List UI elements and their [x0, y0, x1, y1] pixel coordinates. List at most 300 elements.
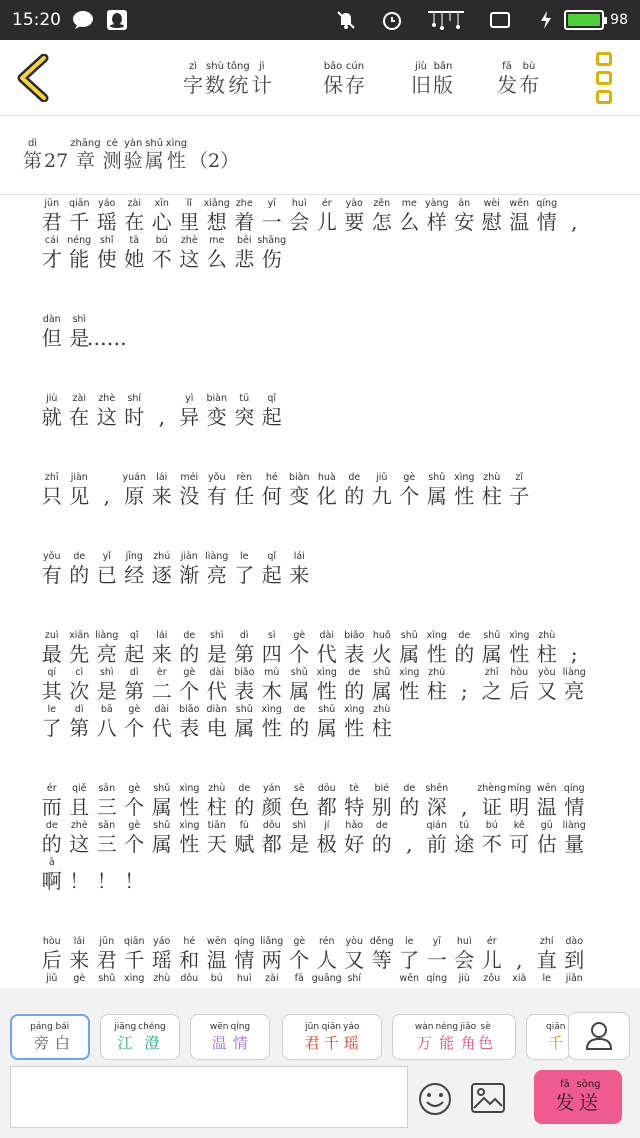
ruby-char	[66, 235, 94, 272]
ruby-char	[396, 783, 424, 820]
ruby-char	[121, 393, 149, 430]
ruby-char	[258, 667, 286, 704]
pinyin: zuì	[44, 630, 59, 641]
ruby-char	[561, 630, 589, 667]
pinyin: shǔ	[153, 820, 171, 831]
hanzi: 不	[481, 832, 502, 856]
hanzi: 瑶	[151, 948, 172, 972]
hanzi: 后	[41, 948, 62, 972]
hanzi: 表	[344, 642, 365, 666]
hanzi: 瑶	[343, 1033, 359, 1052]
message-input[interactable]	[10, 1066, 408, 1128]
hanzi: 样	[426, 210, 447, 234]
pinyin: èr	[156, 667, 167, 678]
pinyin: jiǔ	[46, 973, 58, 984]
paragraph[interactable]	[38, 783, 608, 894]
ruby-char	[44, 138, 68, 172]
chapter-title[interactable]	[22, 138, 240, 172]
hanzi: 会	[289, 210, 310, 234]
pinyin: zài	[72, 393, 86, 404]
hanzi: 八	[96, 716, 117, 740]
ruby-char	[38, 820, 66, 857]
ruby-char	[286, 667, 314, 704]
pinyin: biàn	[206, 393, 227, 404]
pinyin: zhī	[44, 472, 59, 483]
ruby-char	[561, 783, 589, 820]
pinyin: shǔ	[98, 973, 116, 984]
hanzi: 属	[151, 832, 172, 856]
pinyin: zhù	[538, 630, 556, 641]
hanzi: 木	[261, 679, 282, 703]
ruby-char	[533, 667, 561, 704]
hanzi: 起	[261, 563, 282, 587]
ruby-char	[66, 667, 94, 704]
role-jiangcheng-button[interactable]	[100, 1014, 180, 1060]
pinyin: míng	[507, 783, 532, 794]
pinyin: wàn	[414, 1021, 434, 1032]
hanzi: 原	[124, 484, 145, 508]
hanzi: 渐	[179, 563, 200, 587]
hanzi: 是	[96, 679, 117, 703]
ruby-char	[93, 936, 121, 973]
pinyin: cái	[44, 235, 59, 246]
pinyin: gū	[540, 820, 553, 831]
pinyin: zǐ	[515, 472, 524, 483]
ruby-char	[451, 198, 479, 235]
ruby-char	[55, 1022, 70, 1053]
ruby-char	[368, 667, 396, 704]
hanzi: 千	[69, 210, 90, 234]
add-role-button[interactable]	[568, 1012, 630, 1060]
pinyin: xìng	[399, 667, 420, 678]
role-wenqing-button[interactable]	[190, 1014, 270, 1060]
hanzi: 都	[261, 832, 282, 856]
hanzi: 其	[41, 679, 62, 703]
pinyin: zhè	[180, 235, 198, 246]
pinyin: yī	[432, 936, 441, 947]
hanzi: 逐	[151, 563, 172, 587]
role-partial-button[interactable]	[526, 1014, 570, 1060]
paragraph[interactable]	[38, 472, 608, 509]
pinyin: zì	[188, 61, 198, 72]
hanzi: 白	[54, 1033, 70, 1052]
pinyin: yì	[185, 393, 194, 404]
ruby-char	[148, 551, 176, 588]
pinyin: bù	[522, 61, 536, 72]
hanzi: 万	[416, 1033, 432, 1052]
pinyin: xìng	[344, 704, 365, 715]
ruby-char	[66, 704, 94, 741]
back-button[interactable]	[14, 54, 54, 102]
hanzi: 亮	[564, 679, 585, 703]
pinyin: de	[458, 630, 471, 641]
ruby-char	[93, 235, 121, 272]
hanzi: 三	[96, 832, 117, 856]
hanzi: 三	[96, 795, 117, 819]
hanzi: 性	[454, 484, 475, 508]
ruby-char	[176, 235, 204, 272]
hanzi: 属	[144, 150, 164, 172]
ruby-char	[176, 783, 204, 820]
ruby-char	[561, 936, 589, 973]
hanzi: 天	[206, 832, 227, 856]
ruby-char	[519, 61, 539, 97]
pinyin: wēn	[399, 973, 420, 984]
pinyin: ér	[46, 783, 57, 794]
paragraph[interactable]	[38, 198, 608, 272]
ruby-char	[305, 1022, 320, 1053]
ruby-char	[341, 936, 369, 973]
hanzi: 旧	[411, 73, 431, 97]
ruby-char	[121, 198, 149, 235]
pinyin: huǒ	[372, 630, 391, 641]
menu-dot-icon	[596, 90, 612, 104]
hanzi: 都	[316, 795, 337, 819]
ruby-char	[148, 472, 176, 509]
publish-button[interactable]	[496, 54, 540, 97]
more-menu-button[interactable]	[596, 52, 614, 104]
pinyin: tū	[239, 393, 250, 404]
hanzi: 估	[536, 832, 557, 856]
pinyin: huà	[317, 472, 336, 483]
hanzi: 柱	[371, 716, 392, 740]
story-content[interactable]	[38, 198, 608, 986]
ruby-char	[121, 936, 149, 973]
hanzi: 何	[261, 484, 282, 508]
hanzi	[152, 985, 172, 986]
ruby-char	[533, 820, 561, 857]
status-bar	[0, 0, 640, 40]
pinyin: zhè	[98, 393, 116, 404]
save-button[interactable]	[322, 54, 366, 97]
hanzi	[427, 985, 447, 986]
pinyin: shì	[292, 820, 307, 831]
text-line	[38, 820, 608, 857]
ruby-char	[121, 857, 149, 894]
ruby-char	[258, 551, 286, 588]
hanzi: 性	[509, 642, 530, 666]
ruby-char	[506, 198, 534, 235]
hanzi: 深	[426, 795, 447, 819]
hanzi: 在	[69, 405, 90, 429]
chevron-left-icon	[14, 54, 54, 102]
ruby-char	[396, 630, 424, 667]
hanzi: ,	[103, 484, 110, 508]
pinyin: gè	[128, 820, 141, 831]
hanzi: 特	[344, 795, 365, 819]
hanzi: 心	[151, 210, 172, 234]
old-version-button[interactable]	[410, 54, 454, 97]
hanzi: 任	[234, 484, 255, 508]
ruby-char	[506, 783, 534, 820]
ruby-char	[38, 973, 66, 986]
pinyin: bú	[155, 235, 168, 246]
hanzi	[124, 985, 144, 986]
hanzi: 电	[206, 716, 227, 740]
ruby-char	[176, 472, 204, 509]
ruby-char	[341, 667, 369, 704]
pinyin: zhù	[153, 973, 171, 984]
ruby-char	[561, 667, 589, 704]
ruby-char	[176, 393, 204, 430]
pinyin: jūn	[99, 936, 115, 947]
ruby-char	[231, 472, 259, 509]
pinyin: lái	[156, 472, 168, 483]
pinyin: qiān	[68, 198, 90, 209]
ruby-char	[533, 936, 561, 973]
pinyin: bú	[485, 820, 498, 831]
pinyin: gè	[293, 630, 306, 641]
ruby-char	[313, 630, 341, 667]
ruby-char	[203, 393, 231, 430]
hanzi: 又	[536, 679, 557, 703]
ruby-char	[203, 820, 231, 857]
hanzi: 没	[179, 484, 200, 508]
ruby-char	[368, 472, 396, 509]
pinyin: yǒu	[43, 551, 61, 562]
pinyin: huì	[456, 936, 472, 947]
emoji-button[interactable]	[418, 1082, 452, 1116]
pinyin: lái	[293, 551, 305, 562]
hanzi: 经	[124, 563, 145, 587]
pinyin: shǔ	[145, 138, 164, 149]
hanzi: 色	[478, 1033, 494, 1052]
pinyin: de	[348, 472, 361, 483]
hanzi: 验	[123, 150, 143, 172]
pinyin: shí	[127, 393, 142, 404]
hanzi: 柱	[481, 484, 502, 508]
hanzi: 个	[124, 832, 145, 856]
hanzi: 突	[234, 405, 255, 429]
pinyin: xīn	[154, 198, 169, 209]
ruby-char	[561, 820, 589, 857]
ruby-char	[423, 973, 451, 986]
pinyin: huì	[291, 198, 307, 209]
pinyin: cè	[106, 138, 118, 149]
pinyin: zhè	[70, 820, 88, 831]
pinyin: xìng	[179, 783, 200, 794]
pinyin: huì	[236, 973, 252, 984]
pinyin: bǎo	[323, 61, 343, 72]
pinyin: cún	[345, 61, 365, 72]
hanzi: 个	[124, 716, 145, 740]
hanzi: ！	[96, 869, 117, 893]
hanzi: 属	[316, 716, 337, 740]
hanzi: 量	[564, 832, 585, 856]
ruby-char	[478, 472, 506, 509]
text-line	[38, 704, 608, 741]
hanzi: 是	[289, 832, 310, 856]
ruby-char	[93, 820, 121, 857]
ruby-char	[66, 551, 94, 588]
word-count-button[interactable]	[182, 54, 273, 97]
ruby-char	[497, 61, 517, 97]
paragraph[interactable]	[38, 936, 608, 986]
pinyin: biǎo	[179, 704, 200, 715]
ruby-char	[176, 820, 204, 857]
ruby-char	[286, 551, 314, 588]
ruby-char	[121, 630, 149, 667]
ruby-char	[313, 704, 341, 741]
pinyin: fā	[502, 61, 512, 72]
hanzi: 这	[179, 247, 200, 271]
hanzi	[234, 985, 254, 986]
pinyin: zhù	[428, 667, 446, 678]
hanzi: 的	[371, 832, 392, 856]
pinyin: biǎo	[234, 667, 255, 678]
pinyin: liàng	[562, 667, 586, 678]
battery-percent: 98	[610, 12, 628, 28]
role-junqianyao-button[interactable]	[282, 1014, 382, 1060]
ruby-char	[38, 472, 66, 509]
hanzi: 悲	[234, 247, 255, 271]
ruby-char	[66, 783, 94, 820]
ruby-char	[203, 936, 231, 973]
pinyin: qíng	[233, 936, 255, 947]
pinyin: jí	[324, 820, 330, 831]
ruby-char	[23, 138, 42, 172]
pinyin: yàn	[123, 138, 143, 149]
ruby-char	[210, 1022, 229, 1053]
hanzi: 性	[166, 150, 186, 172]
pinyin: zhù	[208, 783, 226, 794]
pinyin: biǎo	[344, 630, 365, 641]
hanzi: 代	[316, 642, 337, 666]
ruby-char	[258, 936, 286, 973]
pinyin: bēi	[236, 235, 252, 246]
ruby-char	[121, 551, 149, 588]
ruby-char	[38, 393, 66, 430]
hanzi: 来	[289, 563, 310, 587]
ruby-char	[396, 820, 424, 857]
hanzi: 有	[41, 563, 62, 587]
hanzi: 温	[211, 1033, 227, 1052]
ruby-char	[203, 235, 231, 272]
ruby-char	[230, 1022, 250, 1053]
hanzi: 能	[69, 247, 90, 271]
ruby-char	[368, 783, 396, 820]
hanzi	[482, 985, 502, 986]
send-button[interactable]	[534, 1070, 622, 1124]
hanzi: 性	[179, 832, 200, 856]
pinyin: gè	[403, 472, 416, 483]
hanzi: 属	[151, 795, 172, 819]
hanzi: 属	[234, 716, 255, 740]
hanzi: 起	[261, 405, 282, 429]
text-line	[38, 783, 608, 820]
pinyin: guāng	[311, 973, 342, 984]
paragraph[interactable]	[38, 551, 608, 588]
ruby-char	[341, 198, 369, 235]
pinyin: gè	[293, 936, 306, 947]
ruby-char	[533, 973, 561, 986]
pinyin: liàng	[562, 820, 586, 831]
ruby-char	[286, 783, 314, 820]
pinyin: shǔ	[153, 783, 171, 794]
ruby-char	[546, 1022, 565, 1053]
role-all-purpose-button[interactable]	[392, 1014, 516, 1060]
hanzi: 个	[179, 679, 200, 703]
menu-dot-icon	[596, 71, 612, 85]
hanzi: 柱	[536, 642, 557, 666]
hanzi: ！	[124, 869, 145, 893]
ruby-char	[341, 973, 369, 986]
pinyin: tǒng	[227, 61, 250, 72]
hanzi: 异	[179, 405, 200, 429]
pinyin: dài	[319, 630, 334, 641]
hanzi: 能	[439, 1033, 455, 1052]
ruby-char	[341, 472, 369, 509]
hanzi: 计	[251, 73, 272, 97]
user-icon	[585, 1021, 613, 1051]
ruby-char	[66, 198, 94, 235]
pinyin: xiān	[69, 630, 90, 641]
hanzi: 章	[75, 150, 95, 172]
hanzi: ,	[158, 405, 165, 429]
paragraph[interactable]	[38, 630, 608, 741]
hanzi: 个	[289, 642, 310, 666]
paragraph[interactable]	[38, 393, 608, 430]
hanzi: 属	[426, 484, 447, 508]
ruby-char	[93, 704, 121, 741]
pinyin: sān	[98, 820, 116, 831]
pinyin: shǐ	[99, 235, 114, 246]
hanzi: 一	[261, 210, 282, 234]
pinyin: děng	[369, 936, 394, 947]
hanzi	[179, 985, 199, 986]
ruby-char	[478, 820, 506, 857]
pinyin: qí	[47, 667, 57, 678]
hanzi: 角	[460, 1033, 476, 1052]
hanzi: 是	[206, 642, 227, 666]
hanzi	[97, 985, 117, 986]
hanzi: 颜	[261, 795, 282, 819]
hanzi: 但	[41, 326, 62, 350]
ruby-char	[93, 857, 121, 894]
hanzi: 发	[497, 73, 517, 97]
hanzi: 个	[124, 795, 145, 819]
hanzi: 安	[454, 210, 475, 234]
ruby-char	[189, 138, 239, 172]
ruby-char	[148, 820, 176, 857]
pinyin: shǔ	[235, 704, 253, 715]
pinyin: zǒu	[483, 973, 501, 984]
ruby-char	[286, 198, 314, 235]
pinyin: xìng	[124, 973, 145, 984]
paragraph[interactable]	[38, 314, 608, 351]
ruby-char	[258, 973, 286, 986]
role-narration-button[interactable]	[10, 1014, 90, 1060]
pinyin: shí	[347, 973, 362, 984]
hanzi: 的	[69, 563, 90, 587]
pinyin: zhí	[539, 936, 554, 947]
hanzi: 二	[151, 679, 172, 703]
hanzi: 性	[426, 642, 447, 666]
ruby-char	[93, 472, 121, 509]
ruby-char	[86, 314, 127, 351]
hanzi: ;	[570, 642, 578, 666]
hanzi: 变	[289, 484, 310, 508]
ruby-char	[148, 936, 176, 973]
image-button[interactable]	[470, 1082, 506, 1114]
ruby-char	[176, 704, 204, 741]
ruby-char	[396, 472, 424, 509]
hanzi: 了	[41, 716, 62, 740]
ruby-char	[368, 704, 396, 741]
ruby-char	[148, 393, 176, 430]
ruby-char	[38, 314, 66, 351]
ruby-char	[423, 630, 451, 667]
